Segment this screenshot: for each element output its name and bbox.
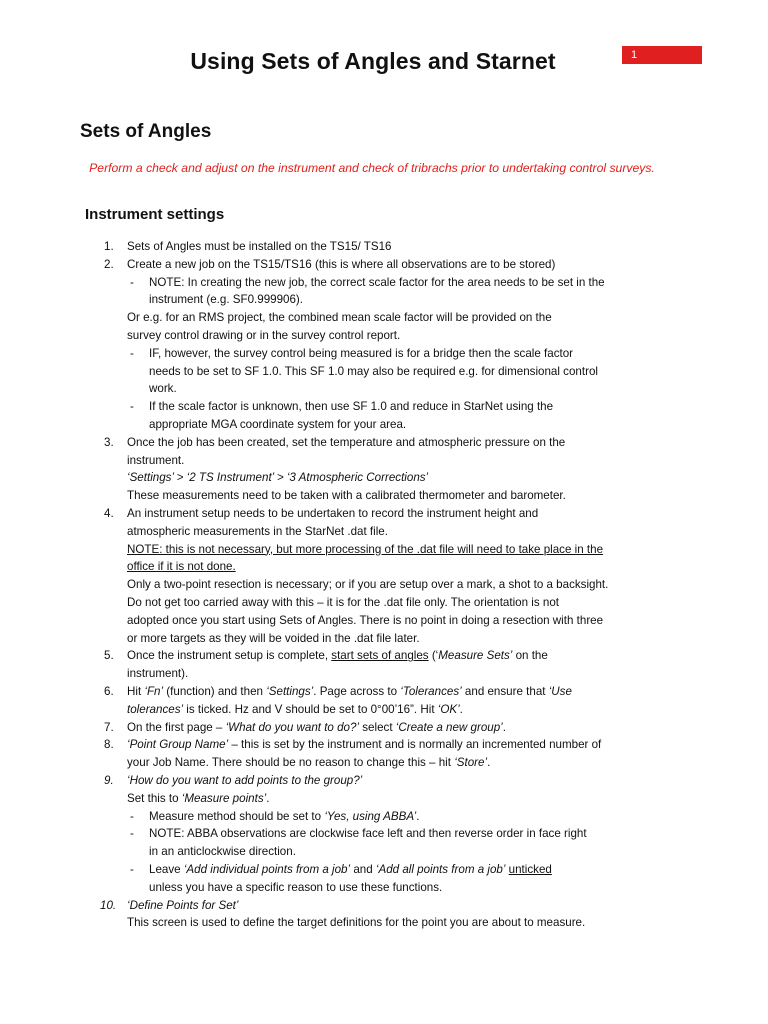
list-item-text: or more targets as they will be voided in the .dat file later. [127, 631, 420, 645]
list-item-text: unless you have a specific reason to use these functions. [149, 880, 443, 894]
subsection-title: Instrument settings [85, 206, 225, 223]
list-item-text: office if it is not done. [127, 560, 236, 574]
list-item-text: Create a new job on the TS15/TS16 (this is where all observations are to be stored) [127, 257, 556, 271]
text-run: (‘ [428, 649, 439, 663]
list-item-text: ‘Define Points for Set’ [127, 898, 239, 912]
text-run: is ticked. Hz and V should be set to 0°00’16”. Hit [183, 702, 438, 716]
bullet-dash: - [130, 346, 134, 360]
text-run: unticked [508, 863, 552, 876]
list-item-text [127, 683, 572, 701]
list-item-text [127, 701, 463, 719]
text-run: Measure method should be set to [149, 809, 325, 823]
list-item-text: IF, however, the survey control being measured is for a bridge then the scale factor [149, 346, 574, 360]
list-item-text: in an anticlockwise direction. [149, 845, 296, 859]
list-number: 3. [104, 435, 114, 449]
bullet-dash: - [130, 400, 134, 414]
list-item-text: instrument). [127, 667, 189, 681]
list-item-text: NOTE: ABBA observations are clockwise face left and then reverse order in face right [149, 827, 587, 841]
list-number: 7. [104, 720, 114, 734]
text-run: ‘Measure points’ [181, 791, 267, 805]
text-run: ‘Point Group Name’ [127, 738, 229, 752]
list-item-text: NOTE: this is not necessary, but more processing of the .dat file will need to take place in the [127, 542, 604, 556]
list-item-text [127, 647, 548, 665]
text-run: select [359, 720, 396, 734]
text-run: Hit [127, 685, 145, 698]
text-run: ‘Create a new group’ [395, 720, 503, 734]
text-run: and ensure that [461, 685, 549, 698]
text-run: ‘Settings’ [266, 685, 314, 698]
bullet-dash: - [130, 275, 134, 289]
list-item-text: Or e.g. for an RMS project, the combined mean scale factor will be provided on the [127, 311, 552, 325]
text-run: your Job Name. There should be no reason to change this – hit [127, 756, 455, 770]
text-run: Measure Sets’ [438, 649, 513, 663]
text-run: ‘OK’ [437, 702, 460, 716]
list-number: 1. [104, 240, 114, 253]
bullet-dash: - [130, 863, 134, 876]
page-number-badge: 1 [622, 46, 702, 64]
text-run: ‘Add all points from a job’ [375, 863, 506, 876]
text-run: On the first page – [127, 720, 226, 734]
text-run: . [416, 809, 420, 823]
list-item-text: ‘Settings’ > ‘2 TS Instrument’ > ‘3 Atmospheric Corrections’ [127, 471, 429, 485]
list-number: 2. [104, 257, 114, 271]
list-item-text [149, 861, 552, 879]
text-run: Leave [149, 863, 184, 876]
text-run: tolerances’ [127, 702, 184, 716]
list-number: 8. [104, 738, 114, 752]
list-item-text: instrument (e.g. SF0.999906). [149, 293, 304, 307]
text-run: . [502, 720, 506, 734]
list-item-text: Do not get too carried away with this – it is for the .dat file only. The orientation is not [127, 596, 559, 609]
list-item-text: Sets of Angles must be installed on the TS15/ TS16 [127, 240, 392, 253]
section-title: Sets of Angles [80, 121, 212, 142]
list-item-text: These measurements need to be taken with a calibrated thermometer and barometer. [127, 489, 566, 503]
list-number: 4. [104, 507, 114, 520]
list-item-text [127, 754, 490, 772]
list-number: 6. [104, 685, 114, 698]
list-item-text: work. [149, 382, 177, 396]
list-number: 10. [100, 898, 117, 912]
list-item-text: adopted once you start using Sets of Angles. There is no point in doing a resection with three [127, 613, 604, 627]
list-item-text: ‘How do you want to add points to the group?’ [127, 774, 363, 787]
list-item-text: If the scale factor is unknown, then use SF 1.0 and reduce in StarNet using the [149, 400, 554, 414]
text-run: start sets of angles [331, 649, 429, 663]
bullet-dash: - [130, 827, 134, 841]
list-item-text: Only a two-point resection is necessary; or if you are setup over a mark, a shot to a backsight. [127, 578, 609, 592]
list-item-text: NOTE: In creating the new job, the correct scale factor for the area needs to be set in the [149, 275, 605, 289]
text-run: ‘Add individual points from a job’ [183, 863, 351, 876]
text-run: and [350, 863, 376, 876]
text-run: on the [512, 649, 548, 663]
bullet-dash: - [130, 809, 134, 823]
list-item-text: appropriate MGA coordinate system for your area. [149, 418, 407, 431]
text-run: . [266, 791, 270, 805]
list-item-text: instrument. [127, 453, 185, 467]
document-title: Using Sets of Angles and Starnet [190, 48, 556, 74]
text-run: Once the instrument setup is complete, [127, 649, 332, 663]
text-run: ‘What do you want to do?’ [225, 720, 360, 734]
list-number: 5. [104, 649, 114, 663]
text-run: ‘Use [548, 685, 572, 698]
text-run: . [459, 702, 463, 716]
list-item-text: This screen is used to define the target definitions for the point you are about to measure. [127, 916, 586, 930]
list-number: 9. [104, 774, 114, 787]
text-run: ‘Fn’ [144, 685, 164, 698]
text-run: ‘Yes, using ABBA’ [324, 809, 417, 823]
warning-note: Perform a check and adjust on the instrument and check of tribrachs prior to undertaking control surveys. [89, 161, 655, 175]
list-item-text [149, 808, 420, 826]
text-run: . [487, 756, 491, 770]
text-run: Set this to [127, 791, 182, 805]
text-run: (function) and then [163, 685, 267, 698]
list-item-text: Once the job has been created, set the temperature and atmospheric pressure on the [127, 435, 566, 449]
list-item-text: An instrument setup needs to be undertaken to record the instrument height and [127, 507, 539, 520]
text-run: ‘Store’ [454, 756, 488, 770]
list-item-text: atmospheric measurements in the StarNet .dat file. [127, 524, 388, 538]
text-run: . Page across to [313, 685, 401, 698]
list-item-text: survey control drawing or in the survey control report. [127, 329, 401, 342]
list-item-text: needs to be set to SF 1.0. This SF 1.0 may also be required e.g. for dimensional control [149, 364, 598, 378]
list-item-text [127, 790, 269, 808]
text-run: – this is set by the instrument and is normally an incremented number of [228, 738, 602, 752]
list-item-text [127, 719, 506, 737]
list-item-text [127, 736, 601, 754]
text-run: ‘Tolerances’ [400, 685, 462, 698]
